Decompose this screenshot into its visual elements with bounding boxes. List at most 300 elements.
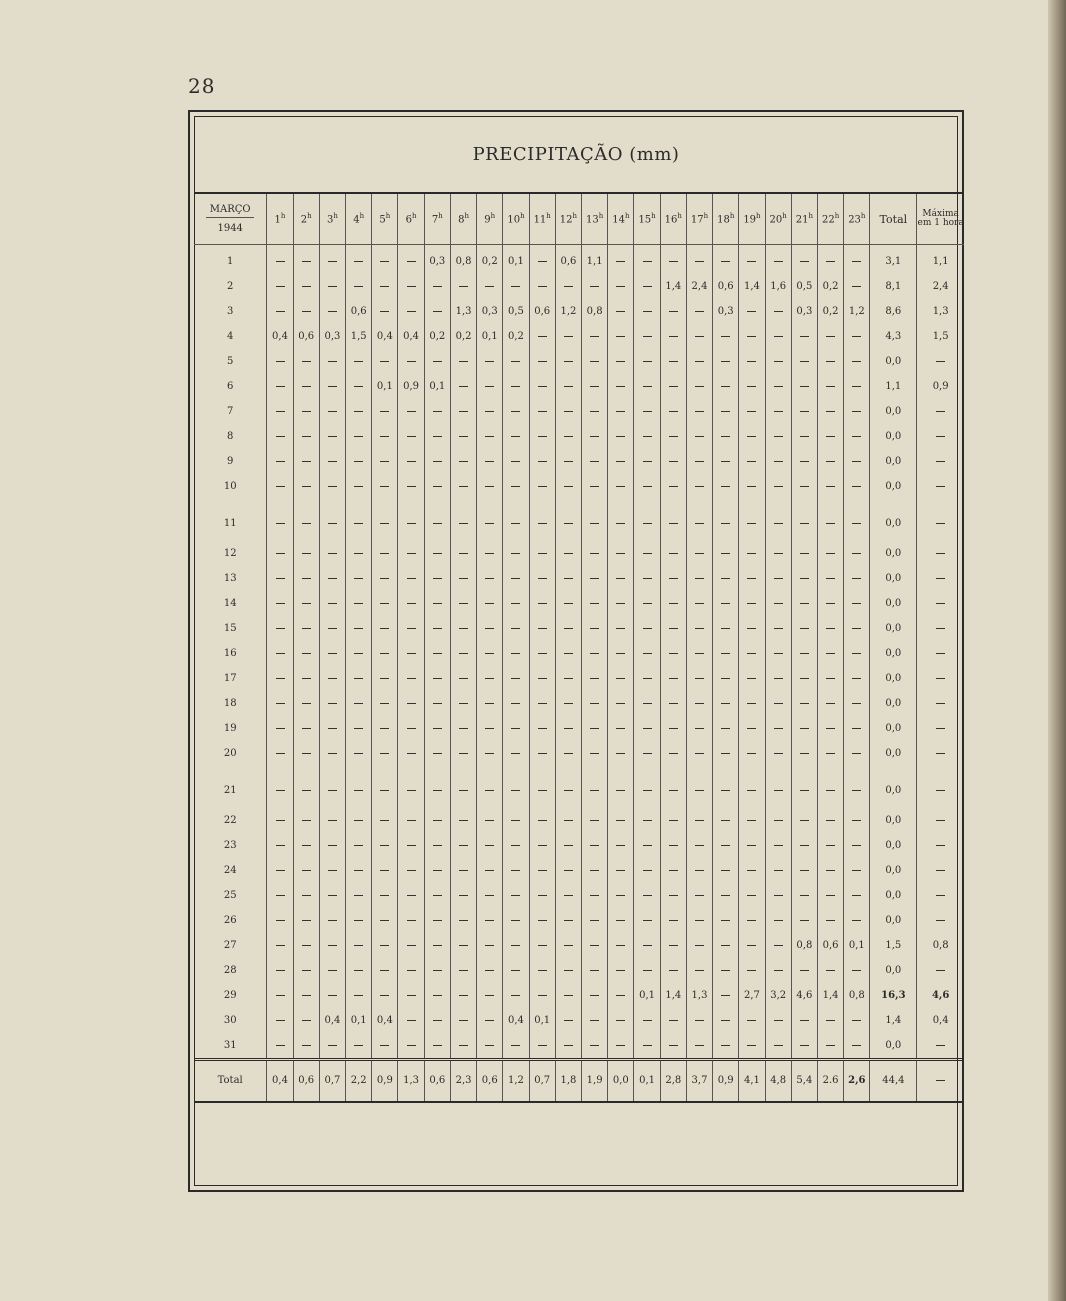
hour-cell xyxy=(424,399,450,424)
dash-mark xyxy=(669,603,678,604)
day-max-cell xyxy=(917,808,964,833)
hour-cell xyxy=(346,245,372,275)
dash-mark xyxy=(695,436,704,437)
dash-mark xyxy=(936,628,945,629)
hour-cell xyxy=(267,741,293,766)
dash-mark xyxy=(276,553,285,554)
hour-cell xyxy=(477,424,503,449)
dash-mark xyxy=(936,578,945,579)
hour-cell xyxy=(372,858,398,883)
dash-mark xyxy=(433,411,442,412)
hour-cell xyxy=(372,591,398,616)
hour-cell xyxy=(817,766,843,808)
dash-mark xyxy=(721,995,730,996)
dash-mark xyxy=(380,678,389,679)
hour-cell: 0,1 xyxy=(844,933,870,958)
dash-mark xyxy=(380,845,389,846)
dash-mark xyxy=(643,553,652,554)
dash-mark xyxy=(433,523,442,524)
hour-cell xyxy=(713,958,739,983)
dash-mark xyxy=(485,703,494,704)
dash-mark xyxy=(800,261,809,262)
dash-mark xyxy=(774,311,783,312)
hour-cell xyxy=(765,1033,791,1060)
dash-mark xyxy=(936,1045,945,1046)
hour-cell xyxy=(739,958,765,983)
dash-mark xyxy=(459,553,468,554)
hour-cell xyxy=(372,399,398,424)
hour-cell xyxy=(293,274,319,299)
dash-mark xyxy=(616,895,625,896)
hour-cell: 0,8 xyxy=(450,245,476,275)
hour-cell xyxy=(660,1033,686,1060)
day-cell: 18 xyxy=(223,697,237,709)
hour-cell xyxy=(660,616,686,641)
hour-cell xyxy=(477,541,503,566)
hour-cell xyxy=(608,449,634,474)
dash-mark xyxy=(459,870,468,871)
dash-mark xyxy=(302,678,311,679)
hour-cell xyxy=(477,666,503,691)
hour-cell xyxy=(555,883,581,908)
hour-cell xyxy=(660,299,686,324)
hour-cell xyxy=(293,374,319,399)
hour-cell xyxy=(686,299,712,324)
hour-cell xyxy=(555,741,581,766)
dash-mark xyxy=(936,895,945,896)
dash-mark xyxy=(485,945,494,946)
dash-mark xyxy=(616,995,625,996)
hour-cell xyxy=(346,424,372,449)
hour-cell xyxy=(608,691,634,716)
hour-cell xyxy=(844,474,870,499)
dash-mark xyxy=(695,523,704,524)
dash-mark xyxy=(328,703,337,704)
dash-mark xyxy=(485,728,494,729)
hour-cell xyxy=(267,299,293,324)
dash-mark xyxy=(538,578,547,579)
hour-cell xyxy=(293,858,319,883)
dash-mark xyxy=(936,653,945,654)
hour-cell xyxy=(608,566,634,591)
hour-cell xyxy=(686,566,712,591)
day-cell: 6 xyxy=(227,380,234,392)
hour-header: 11$^h$ xyxy=(529,193,555,245)
hour-cell xyxy=(634,349,660,374)
hour-cell xyxy=(319,566,345,591)
day-total-cell: 1,4 xyxy=(870,1008,917,1033)
day-total-cell: 0,0 xyxy=(870,499,917,541)
dash-mark xyxy=(328,678,337,679)
hour-cell xyxy=(503,1033,529,1060)
hour-cell xyxy=(791,616,817,641)
hour-cell xyxy=(529,541,555,566)
hour-cell xyxy=(634,1008,660,1033)
hour-cell xyxy=(398,858,424,883)
hour-cell xyxy=(739,808,765,833)
hour-cell xyxy=(713,566,739,591)
hour-cell xyxy=(450,349,476,374)
dash-mark xyxy=(433,653,442,654)
day-total-cell: 8,6 xyxy=(870,299,917,324)
hour-cell xyxy=(765,374,791,399)
hour-header: 18$^h$ xyxy=(713,193,739,245)
day-total-cell: 1,1 xyxy=(870,374,917,399)
dash-mark xyxy=(433,753,442,754)
hour-cell xyxy=(529,399,555,424)
dash-mark xyxy=(643,578,652,579)
hour-cell xyxy=(319,474,345,499)
dash-mark xyxy=(852,1020,861,1021)
hour-cell xyxy=(450,933,476,958)
hour-cell: 0,4 xyxy=(319,1008,345,1033)
hour-cell: 0,4 xyxy=(398,324,424,349)
hour-cell xyxy=(608,245,634,275)
hour-cell xyxy=(686,908,712,933)
hour-cell xyxy=(398,908,424,933)
dash-mark xyxy=(564,286,573,287)
hour-cell xyxy=(503,374,529,399)
dash-mark xyxy=(590,553,599,554)
hour-cell xyxy=(608,399,634,424)
hour-total-cell: 0,9 xyxy=(372,1060,398,1103)
dash-mark xyxy=(800,553,809,554)
hour-cell xyxy=(765,741,791,766)
dash-mark xyxy=(774,703,783,704)
dash-mark xyxy=(643,845,652,846)
hour-cell xyxy=(424,299,450,324)
dash-mark xyxy=(590,753,599,754)
hour-cell xyxy=(346,983,372,1008)
dash-mark xyxy=(721,703,730,704)
hour-cell xyxy=(398,883,424,908)
hour-cell xyxy=(817,741,843,766)
hour-cell xyxy=(739,641,765,666)
hour-header: 21$^h$ xyxy=(791,193,817,245)
dash-mark xyxy=(302,411,311,412)
hour-cell xyxy=(319,399,345,424)
dash-mark xyxy=(354,920,363,921)
hour-cell xyxy=(398,449,424,474)
hour-cell xyxy=(529,741,555,766)
hour-cell xyxy=(319,541,345,566)
hour-cell xyxy=(739,566,765,591)
hour-cell xyxy=(634,424,660,449)
dash-mark xyxy=(826,261,835,262)
day-cell: 1 xyxy=(227,255,234,267)
day-total-cell: 0,0 xyxy=(870,958,917,983)
dash-mark xyxy=(747,895,756,896)
dash-mark xyxy=(695,678,704,679)
hour-cell xyxy=(608,1033,634,1060)
dash-mark xyxy=(276,628,285,629)
hour-cell xyxy=(634,766,660,808)
dash-mark xyxy=(538,945,547,946)
hour-total-cell: 1,9 xyxy=(582,1060,608,1103)
dash-mark xyxy=(695,753,704,754)
hour-cell xyxy=(529,374,555,399)
dash-mark xyxy=(538,386,547,387)
dash-mark xyxy=(433,1045,442,1046)
dash-mark xyxy=(695,411,704,412)
dash-mark xyxy=(643,311,652,312)
hour-header: 7$^h$ xyxy=(424,193,450,245)
dash-mark xyxy=(852,820,861,821)
dash-mark xyxy=(433,461,442,462)
hour-cell xyxy=(477,716,503,741)
dash-mark xyxy=(433,361,442,362)
dash-mark xyxy=(826,553,835,554)
hour-header: 6$^h$ xyxy=(398,193,424,245)
hour-cell xyxy=(319,424,345,449)
hour-cell xyxy=(582,766,608,808)
hour-cell: 0,9 xyxy=(398,374,424,399)
hour-cell xyxy=(267,591,293,616)
dash-mark xyxy=(643,870,652,871)
dash-mark xyxy=(354,628,363,629)
hour-cell xyxy=(450,958,476,983)
dash-mark xyxy=(407,486,416,487)
dash-mark xyxy=(407,461,416,462)
hour-cell xyxy=(817,1033,843,1060)
table-row xyxy=(194,474,964,499)
dash-mark xyxy=(747,553,756,554)
dash-mark xyxy=(936,970,945,971)
hour-cell xyxy=(555,1033,581,1060)
hour-cell: 0,6 xyxy=(713,274,739,299)
hour-cell xyxy=(686,424,712,449)
hour-cell xyxy=(555,424,581,449)
dash-mark xyxy=(407,870,416,871)
dash-mark xyxy=(485,411,494,412)
hour-cell xyxy=(319,691,345,716)
dash-mark xyxy=(774,753,783,754)
hour-cell xyxy=(555,374,581,399)
hour-cell: 0,8 xyxy=(582,299,608,324)
dash-mark xyxy=(774,1020,783,1021)
dash-mark xyxy=(936,820,945,821)
hour-cell xyxy=(817,716,843,741)
dash-mark xyxy=(538,678,547,679)
dash-mark xyxy=(433,870,442,871)
hour-cell xyxy=(346,858,372,883)
dash-mark xyxy=(564,678,573,679)
dash-mark xyxy=(485,603,494,604)
hour-cell xyxy=(765,616,791,641)
dash-mark xyxy=(459,461,468,462)
hour-cell xyxy=(398,958,424,983)
dash-mark xyxy=(407,553,416,554)
dash-mark xyxy=(616,870,625,871)
dash-mark xyxy=(643,486,652,487)
day-cell: 22 xyxy=(223,814,237,826)
hour-cell xyxy=(660,591,686,616)
table-row xyxy=(194,833,964,858)
dash-mark xyxy=(643,703,652,704)
dash-mark xyxy=(643,678,652,679)
hour-cell xyxy=(529,691,555,716)
dash-mark xyxy=(407,678,416,679)
hour-cell xyxy=(608,591,634,616)
dash-mark xyxy=(936,461,945,462)
dash-mark xyxy=(616,703,625,704)
dash-mark xyxy=(407,653,416,654)
hour-cell xyxy=(765,933,791,958)
hour-cell xyxy=(293,833,319,858)
dash-mark xyxy=(276,603,285,604)
dash-mark xyxy=(643,820,652,821)
dash-mark xyxy=(936,436,945,437)
dash-mark xyxy=(695,603,704,604)
dash-mark xyxy=(538,820,547,821)
hour-cell xyxy=(398,1033,424,1060)
hour-cell xyxy=(503,499,529,541)
hour-cell xyxy=(713,808,739,833)
dash-mark xyxy=(721,261,730,262)
day-total-cell: 4,3 xyxy=(870,324,917,349)
hour-header: 5$^h$ xyxy=(372,193,398,245)
hour-cell xyxy=(450,858,476,883)
hour-total-cell: 0,6 xyxy=(477,1060,503,1103)
hour-cell xyxy=(293,933,319,958)
table-row xyxy=(194,933,964,958)
dash-mark xyxy=(564,790,573,791)
dash-mark xyxy=(276,311,285,312)
dash-mark xyxy=(616,553,625,554)
day-cell: 14 xyxy=(223,597,237,609)
dash-mark xyxy=(800,753,809,754)
hour-cell xyxy=(844,591,870,616)
hour-cell xyxy=(608,833,634,858)
hour-cell xyxy=(686,691,712,716)
hour-cell xyxy=(791,958,817,983)
hour-cell xyxy=(817,499,843,541)
hour-cell: 0,3 xyxy=(713,299,739,324)
day-total-cell: 3,1 xyxy=(870,245,917,275)
dash-mark xyxy=(276,436,285,437)
hour-cell xyxy=(503,933,529,958)
hour-cell xyxy=(529,499,555,541)
day-total-cell: 0,0 xyxy=(870,591,917,616)
hour-cell xyxy=(634,399,660,424)
hour-cell xyxy=(372,299,398,324)
dash-mark xyxy=(852,436,861,437)
dash-mark xyxy=(747,870,756,871)
dash-mark xyxy=(774,895,783,896)
hour-cell xyxy=(346,691,372,716)
dash-mark xyxy=(852,523,861,524)
dash-mark xyxy=(511,920,520,921)
hour-cell xyxy=(267,666,293,691)
dash-mark xyxy=(538,790,547,791)
dash-mark xyxy=(485,436,494,437)
dash-mark xyxy=(747,461,756,462)
hour-cell xyxy=(582,399,608,424)
dash-mark xyxy=(564,920,573,921)
hour-cell xyxy=(293,299,319,324)
hour-cell: 0,3 xyxy=(424,245,450,275)
day-cell: 10 xyxy=(223,480,237,492)
hour-cell xyxy=(267,566,293,591)
hour-cell xyxy=(267,1008,293,1033)
dash-mark xyxy=(433,311,442,312)
dash-mark xyxy=(407,628,416,629)
dash-mark xyxy=(852,286,861,287)
dash-mark xyxy=(852,753,861,754)
hour-cell xyxy=(267,616,293,641)
hour-cell xyxy=(739,833,765,858)
dash-mark xyxy=(354,1045,363,1046)
page-title: PRECIPITAÇÃO (mm) xyxy=(472,144,680,165)
hour-cell xyxy=(791,858,817,883)
hour-cell xyxy=(844,641,870,666)
dash-mark xyxy=(590,523,599,524)
hour-cell xyxy=(844,808,870,833)
hour-cell xyxy=(319,808,345,833)
hour-cell xyxy=(555,274,581,299)
hour-cell xyxy=(765,499,791,541)
hour-cell: 0,2 xyxy=(503,324,529,349)
dash-mark xyxy=(695,336,704,337)
dash-mark xyxy=(276,895,285,896)
hour-cell xyxy=(346,1033,372,1060)
hour-cell xyxy=(608,908,634,933)
dash-mark xyxy=(669,820,678,821)
hour-cell xyxy=(293,449,319,474)
dash-mark xyxy=(747,311,756,312)
dash-mark xyxy=(433,628,442,629)
hour-cell xyxy=(555,983,581,1008)
hour-cell xyxy=(398,666,424,691)
dash-mark xyxy=(616,436,625,437)
day-max-cell: 2,4 xyxy=(917,274,964,299)
hour-cell xyxy=(477,1008,503,1033)
dash-mark xyxy=(276,703,285,704)
hour-cell xyxy=(503,424,529,449)
dash-mark xyxy=(511,753,520,754)
hour-cell xyxy=(398,399,424,424)
table-row xyxy=(194,616,964,641)
dash-mark xyxy=(774,790,783,791)
hour-total-cell: 0,9 xyxy=(713,1060,739,1103)
dash-mark xyxy=(276,790,285,791)
day-total-cell: 0,0 xyxy=(870,349,917,374)
hour-cell xyxy=(686,245,712,275)
day-total-cell: 0,0 xyxy=(870,541,917,566)
hour-cell xyxy=(555,641,581,666)
dash-mark xyxy=(936,523,945,524)
dash-mark xyxy=(852,845,861,846)
hour-cell xyxy=(582,716,608,741)
hour-cell xyxy=(503,666,529,691)
dash-mark xyxy=(328,523,337,524)
dash-mark xyxy=(380,945,389,946)
hour-cell xyxy=(424,449,450,474)
hour-cell xyxy=(713,858,739,883)
dash-mark xyxy=(852,895,861,896)
dash-mark xyxy=(590,995,599,996)
hour-cell xyxy=(660,958,686,983)
hour-cell xyxy=(608,474,634,499)
dash-mark xyxy=(354,386,363,387)
hour-cell xyxy=(582,499,608,541)
dash-mark xyxy=(695,653,704,654)
dash-mark xyxy=(380,461,389,462)
dash-mark xyxy=(800,870,809,871)
dash-mark xyxy=(669,678,678,679)
dash-mark xyxy=(800,920,809,921)
dash-mark xyxy=(407,1045,416,1046)
